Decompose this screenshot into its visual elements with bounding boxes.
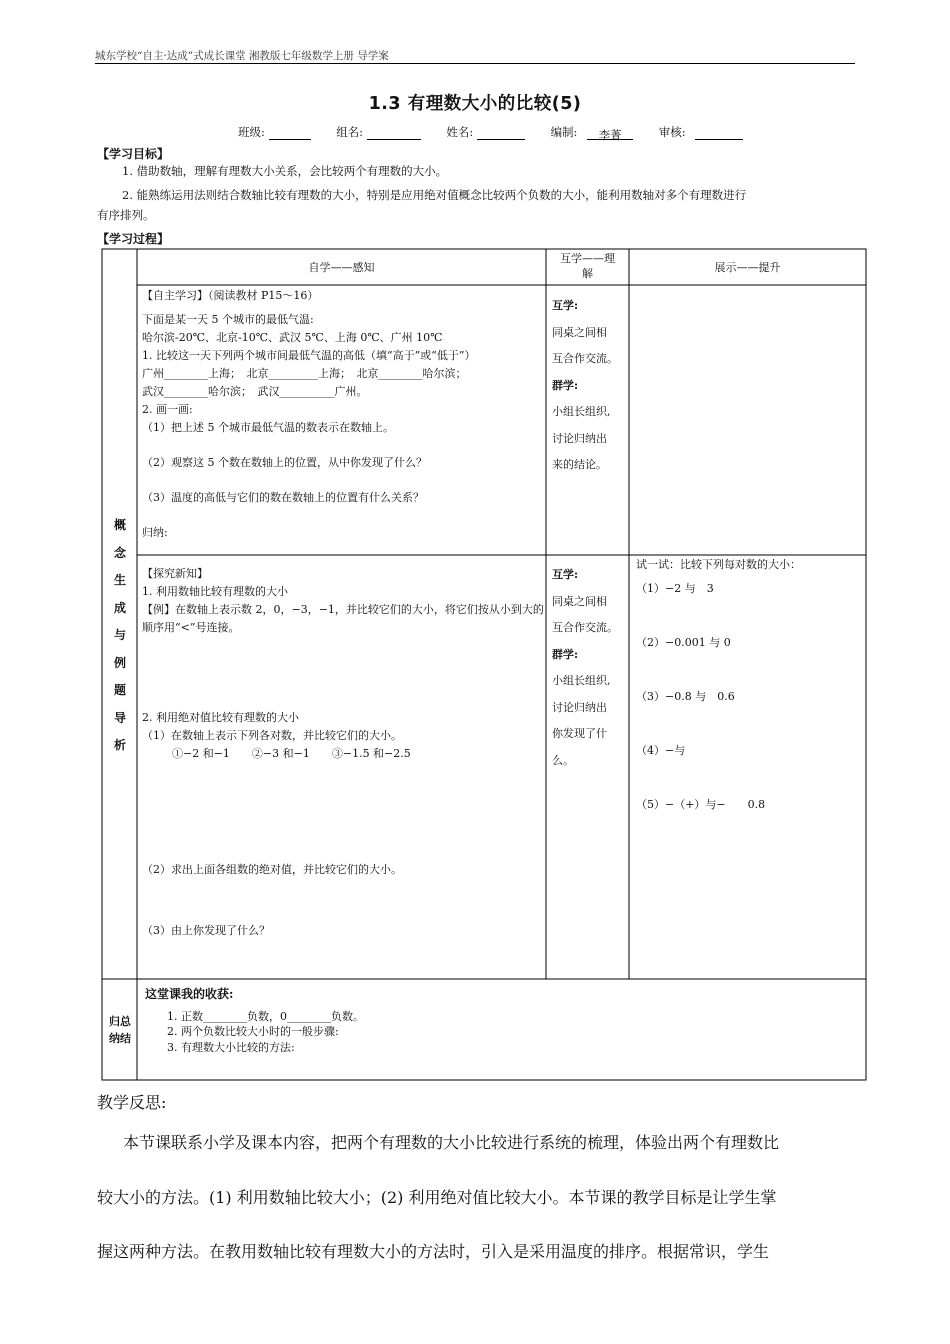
page-title: 1.3 有理数大小的比较(5): [368, 94, 582, 114]
explore-line: 1. 利用数轴比较有理数的大小: [142, 585, 288, 598]
explore-line: 顺序用“<”号连接。: [142, 621, 240, 634]
self-study-line: （1）把上述 5 个城市最低气温的数表示在数轴上。: [142, 421, 394, 434]
side-char-5: 与: [113, 628, 126, 642]
mutual-line: 讨论归纳出: [552, 700, 607, 714]
summary-line: 3. 有理数大小比较的方法:: [167, 1040, 295, 1054]
reflection-line: 较大小的方法。(1) 利用数轴比较大小；(2) 利用绝对值比较大小。本节课的教学目标是让学生掌: [97, 1188, 777, 1207]
reflection-heading: 教学反思:: [97, 1093, 167, 1112]
side-char-6: 例: [113, 655, 126, 670]
class-label: 班级:: [238, 125, 265, 139]
side-char-8: 导: [113, 710, 126, 725]
try-it-item: （2）−0.001 与 0: [636, 636, 731, 649]
side-char-3: 生: [113, 573, 126, 587]
self-study-line: 哈尔滨-20℃、北京-10℃、武汉 5℃、上海 0℃、广州 10℃: [142, 331, 443, 344]
explore-line: 【例】在数轴上表示数 2，0，−3，−1，并比较它们的大小，将它们按从小到大的: [142, 603, 544, 616]
try-it-item: （5）−（+）与− 0.8: [636, 798, 766, 811]
self-study-line: 下面是某一天 5 个城市的最低气温:: [142, 313, 314, 326]
review-label: 审核:: [658, 125, 686, 139]
side-char-4: 成: [113, 600, 126, 615]
side-char-9: 析: [113, 738, 126, 752]
self-study-block: [142, 287, 542, 542]
group-heading: 群学:: [552, 647, 579, 661]
mutual-heading: 互学:: [552, 568, 579, 581]
reflection-line: 握这两种方法。在教用数轴比较有理数大小的方法时，引入是采用温度的排序。根据常识，学生: [97, 1242, 770, 1261]
page-header: 城东学校“自主·达成”式成长课堂 湘教版七年级数学上册 导学案: [95, 50, 389, 62]
explore-line: （1）在数轴上表示下列各对数，并比较它们的大小。: [142, 729, 402, 742]
goal-item-1: 1. 借助数轴，理解有理数大小关系，会比较两个有理数的大小。: [122, 164, 448, 178]
self-study-line: 归纳:: [142, 526, 168, 539]
col-header-mutual-a: 互学——理: [560, 252, 615, 265]
mutual-block-2: [552, 562, 626, 774]
self-study-line: 1. 比较这一天下列两个城市间最低气温的高低（填“高于”或“低于”）: [142, 349, 476, 362]
mutual-line: 来的结论。: [552, 458, 607, 471]
summary-line: 2. 两个负数比较大小时的一般步骤:: [167, 1025, 339, 1038]
self-study-line: 2. 画一画:: [142, 403, 193, 416]
self-study-line: 【自主学习】（阅读教材 P15～16）: [142, 289, 319, 302]
summary-side-label: [104, 1013, 136, 1047]
group-label: 组名:: [336, 125, 364, 139]
mutual-line: 互合作交流。: [552, 621, 618, 634]
summary-block: [145, 987, 845, 1055]
col-header-self: 自学——感知: [308, 261, 375, 274]
side-char-2: 念: [113, 545, 126, 560]
self-study-line: 广州________上海； 北京_________上海； 北京________哈尔滨；: [142, 367, 467, 380]
process-heading: 【学习过程】: [97, 232, 170, 246]
explore-line: 【探究新知】: [142, 567, 208, 580]
self-study-line: 武汉________哈尔滨； 武汉__________广州。: [142, 385, 368, 398]
group-heading: 群学:: [552, 378, 579, 392]
explore-line: （2）求出上面各组数的绝对值，并比较它们的大小。: [142, 863, 402, 876]
try-it-heading: 试一试：比较下列每对数的大小：: [636, 558, 801, 571]
mutual-line: 讨论归纳出: [552, 431, 607, 445]
try-it-item: （4）−与: [636, 744, 686, 757]
explore-line: ①−2 和−1 ②−3 和−1 ③−1.5 和−2.5: [172, 747, 411, 760]
side-char-7: 题: [113, 683, 126, 697]
try-it-block: [636, 556, 864, 814]
mutual-line: 小组长组织,: [552, 405, 611, 418]
mutual-heading: 互学:: [552, 299, 579, 312]
explore-line: （3）由上你发现了什么？: [142, 924, 270, 937]
side-label: [112, 512, 128, 760]
try-it-item: （3）−0.8 与 0.6: [636, 690, 735, 703]
explore-block: [142, 565, 542, 940]
col-header-mutual: [546, 251, 629, 281]
self-study-line: （3）温度的高低与它们的数在数轴上的位置有什么关系？: [142, 491, 424, 504]
self-study-line: （2）观察这 5 个数在数轴上的位置，从中你发现了什么？: [142, 456, 427, 469]
summary-side-a: 归总: [109, 1015, 131, 1028]
mutual-line: 同桌之间相: [552, 594, 607, 608]
mutual-line: 你发现了什: [552, 727, 607, 740]
mutual-line: 同桌之间相: [552, 325, 607, 339]
try-it-item: （1）−2 与 3: [636, 582, 714, 595]
summary-line: 1. 正数________负数，0________负数。: [167, 1009, 364, 1023]
col-header-show: 展示——提升: [714, 261, 781, 274]
reflection-line: 本节课联系小学及课本内容，把两个有理数的大小比较进行系统的梳理，体验出两个有理数比: [123, 1133, 780, 1152]
name-label: 姓名:: [446, 125, 474, 139]
mutual-block-1: [552, 293, 626, 479]
goals-heading: 【学习目标】: [97, 147, 170, 161]
mutual-line: 么。: [552, 753, 574, 767]
editor-label: 编制:: [550, 125, 578, 139]
goal-item-2a: 2. 能熟练运用法则结合数轴比较有理数的大小，特别是应用绝对值概念比较两个负数的大小，能利用数轴对多个有理数进行: [122, 188, 747, 202]
editor-value: 李菁: [587, 127, 633, 140]
summary-side-b: 纳结: [109, 1032, 131, 1045]
explore-line: 2. 利用绝对值比较有理数的大小: [142, 711, 299, 724]
mutual-line: 互合作交流。: [552, 352, 618, 365]
side-char-1: 概: [113, 518, 126, 532]
goal-item-2b: 有序排列。: [97, 208, 155, 222]
mutual-line: 小组长组织,: [552, 674, 611, 687]
col-header-mutual-b: 解: [582, 267, 593, 280]
summary-heading: 这堂课我的收获:: [145, 987, 234, 1001]
